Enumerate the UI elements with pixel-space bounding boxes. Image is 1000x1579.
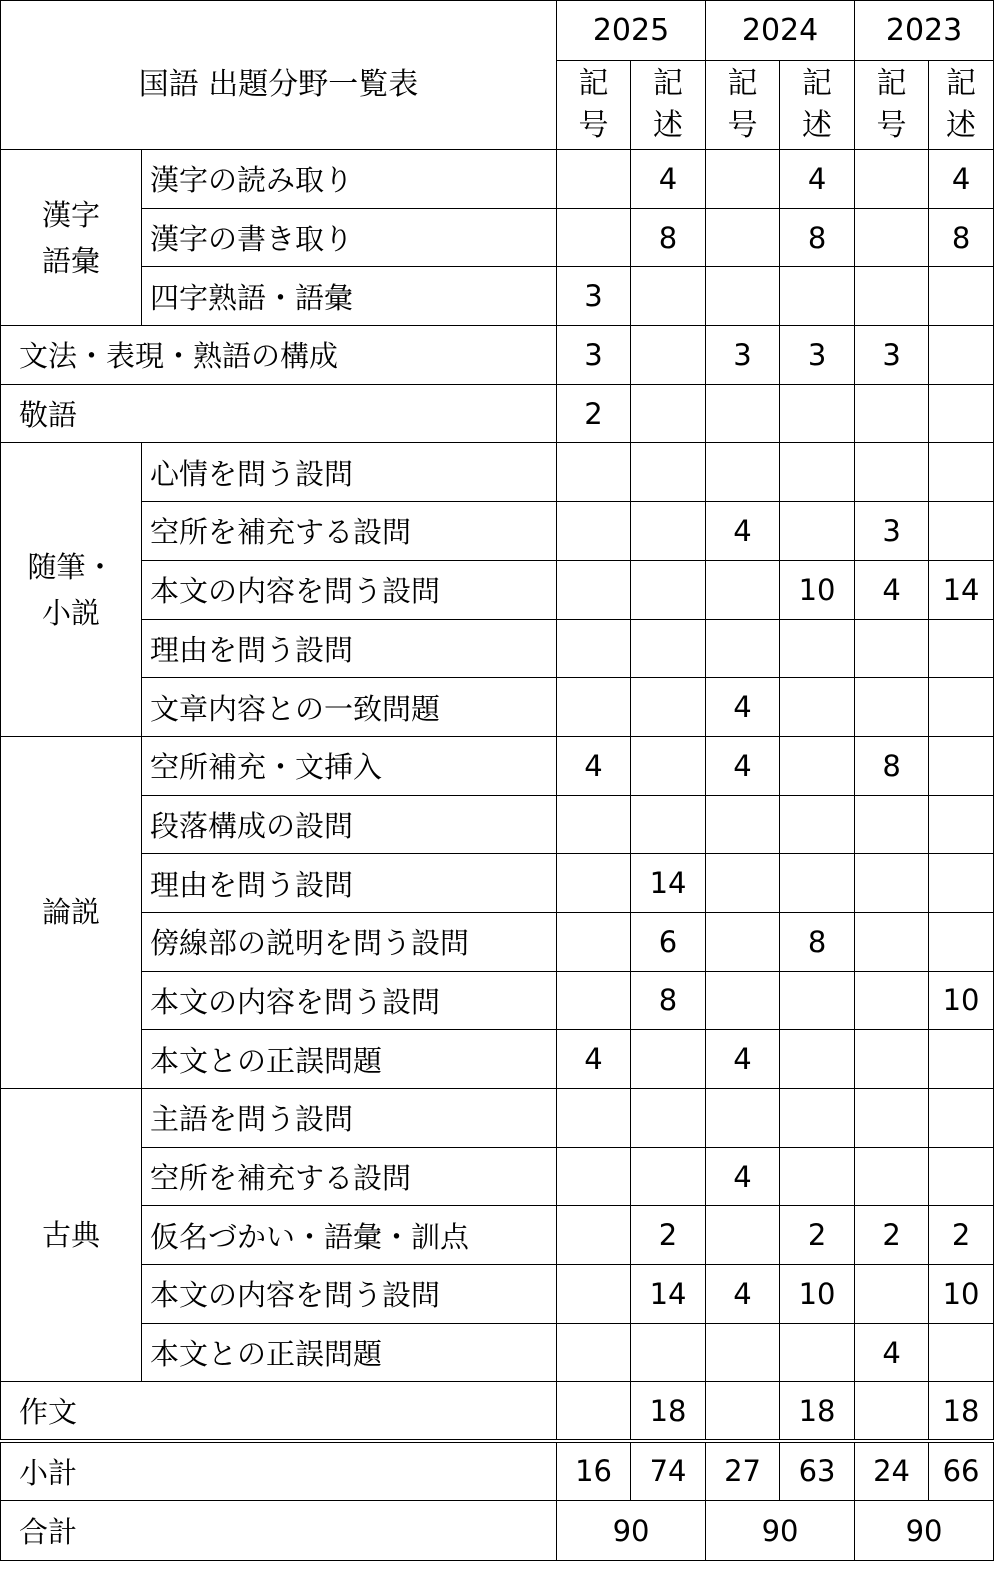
item-label: 空所を補充する設問 <box>142 1147 557 1206</box>
value-cell: 2 <box>557 384 631 443</box>
item-label: 傍線部の説明を問う設問 <box>142 912 557 971</box>
value-cell: 4 <box>855 1323 929 1382</box>
value-cell <box>855 384 929 443</box>
value-cell <box>780 795 855 854</box>
value-cell <box>929 1147 994 1206</box>
value-cell <box>780 502 855 561</box>
value-cell <box>929 502 994 561</box>
value-cell <box>557 208 631 267</box>
value-cell <box>929 736 994 795</box>
value-cell <box>706 1206 780 1265</box>
value-cell <box>557 502 631 561</box>
value-cell <box>780 1030 855 1089</box>
table-row <box>1 326 994 385</box>
value-cell: 3 <box>557 326 631 385</box>
value-cell <box>855 208 929 267</box>
sub-header-kigo: 記 号 <box>855 61 929 150</box>
category-ronsetsu: 論説 <box>1 736 142 1088</box>
table-row <box>1 912 994 971</box>
value-cell <box>631 678 706 737</box>
value-cell <box>706 1323 780 1382</box>
item-label: 空所を補充する設問 <box>142 502 557 561</box>
value-cell: 3 <box>706 326 780 385</box>
value-cell: 10 <box>929 1265 994 1324</box>
value-cell: 3 <box>557 267 631 326</box>
value-cell <box>929 619 994 678</box>
value-cell <box>929 854 994 913</box>
subtotal-cell: 66 <box>929 1441 994 1501</box>
value-cell <box>706 150 780 209</box>
value-cell: 4 <box>855 560 929 619</box>
item-label: 心情を問う設問 <box>142 443 557 502</box>
value-cell <box>557 560 631 619</box>
value-cell <box>855 678 929 737</box>
value-cell: 8 <box>631 208 706 267</box>
year-header-2024: 2024 <box>706 1 855 61</box>
table-row <box>1 736 994 795</box>
value-cell <box>631 795 706 854</box>
subtotal-cell: 24 <box>855 1441 929 1501</box>
value-cell <box>780 1147 855 1206</box>
table-row <box>1 1265 994 1324</box>
total-cell: 90 <box>706 1501 855 1561</box>
value-cell: 4 <box>706 502 780 561</box>
value-cell <box>557 1382 631 1441</box>
value-cell <box>706 971 780 1030</box>
table-row <box>1 1206 994 1265</box>
value-cell <box>780 854 855 913</box>
value-cell <box>557 443 631 502</box>
value-cell <box>780 971 855 1030</box>
value-cell <box>631 384 706 443</box>
value-cell <box>557 1323 631 1382</box>
value-cell: 18 <box>780 1382 855 1441</box>
value-cell <box>706 384 780 443</box>
sub-header-kijutsu: 記 述 <box>631 61 706 150</box>
sub-header-kijutsu: 記 述 <box>929 61 994 150</box>
value-cell <box>706 619 780 678</box>
item-label: 空所補充・文挿入 <box>142 736 557 795</box>
category-koten: 古典 <box>1 1089 142 1382</box>
value-cell <box>855 795 929 854</box>
value-cell: 18 <box>929 1382 994 1441</box>
value-cell <box>706 267 780 326</box>
value-cell: 4 <box>780 150 855 209</box>
value-cell <box>631 443 706 502</box>
value-cell: 8 <box>929 208 994 267</box>
value-cell <box>631 326 706 385</box>
value-cell <box>780 619 855 678</box>
value-cell <box>557 1089 631 1148</box>
table-row <box>1 267 994 326</box>
value-cell <box>631 1147 706 1206</box>
value-cell: 6 <box>631 912 706 971</box>
value-cell <box>855 150 929 209</box>
table-row <box>1 678 994 737</box>
value-cell: 8 <box>855 736 929 795</box>
value-cell <box>557 971 631 1030</box>
table-row <box>1 384 994 443</box>
value-cell <box>706 795 780 854</box>
value-cell <box>855 854 929 913</box>
table-row <box>1 619 994 678</box>
value-cell: 4 <box>706 678 780 737</box>
value-cell: 4 <box>706 736 780 795</box>
value-cell <box>929 1089 994 1148</box>
value-cell: 4 <box>706 1030 780 1089</box>
value-cell <box>855 1030 929 1089</box>
value-cell <box>631 267 706 326</box>
value-cell <box>929 443 994 502</box>
category-kanji: 漢字 語彙 <box>1 150 142 326</box>
value-cell <box>780 443 855 502</box>
value-cell <box>780 736 855 795</box>
value-cell: 14 <box>929 560 994 619</box>
item-label: 理由を問う設問 <box>142 854 557 913</box>
value-cell: 8 <box>780 208 855 267</box>
value-cell <box>631 736 706 795</box>
value-cell <box>631 560 706 619</box>
value-cell <box>929 267 994 326</box>
value-cell <box>929 678 994 737</box>
subtotal-cell: 16 <box>557 1441 631 1501</box>
table-row <box>1 560 994 619</box>
value-cell <box>929 326 994 385</box>
item-label: 漢字の読み取り <box>142 150 557 209</box>
subtotal-cell: 27 <box>706 1441 780 1501</box>
value-cell: 10 <box>780 1265 855 1324</box>
sub-header-kijutsu: 記 述 <box>780 61 855 150</box>
value-cell <box>780 384 855 443</box>
year-header-2025: 2025 <box>557 1 706 61</box>
value-cell <box>706 1382 780 1441</box>
item-label: 主語を問う設問 <box>142 1089 557 1148</box>
value-cell <box>855 1265 929 1324</box>
value-cell: 2 <box>631 1206 706 1265</box>
value-cell <box>631 1323 706 1382</box>
total-label: 合計 <box>1 1501 557 1561</box>
table-row <box>1 971 994 1030</box>
item-label: 本文との正誤問題 <box>142 1030 557 1089</box>
value-cell: 4 <box>631 150 706 209</box>
table-row <box>1 1030 994 1089</box>
value-cell: 4 <box>557 1030 631 1089</box>
value-cell <box>706 443 780 502</box>
value-cell <box>557 795 631 854</box>
value-cell: 10 <box>929 971 994 1030</box>
item-label: 段落構成の設問 <box>142 795 557 854</box>
value-cell <box>855 971 929 1030</box>
category-bunpo: 文法・表現・熟語の構成 <box>1 326 557 385</box>
value-cell <box>706 1089 780 1148</box>
value-cell <box>855 1089 929 1148</box>
value-cell: 18 <box>631 1382 706 1441</box>
value-cell <box>929 912 994 971</box>
value-cell: 2 <box>780 1206 855 1265</box>
value-cell <box>855 1147 929 1206</box>
item-label: 仮名づかい・語彙・訓点 <box>142 1206 557 1265</box>
table-row <box>1 1382 994 1441</box>
table-row <box>1 443 994 502</box>
value-cell <box>557 854 631 913</box>
value-cell <box>706 912 780 971</box>
table-title: 国語 出題分野一覧表 <box>1 1 557 150</box>
value-cell <box>780 267 855 326</box>
item-label: 本文との正誤問題 <box>142 1323 557 1382</box>
item-label: 本文の内容を問う設問 <box>142 560 557 619</box>
item-label: 本文の内容を問う設問 <box>142 971 557 1030</box>
value-cell <box>631 1030 706 1089</box>
table-row <box>1 1089 994 1148</box>
total-cell: 90 <box>855 1501 994 1561</box>
value-cell: 3 <box>855 502 929 561</box>
value-cell <box>780 1323 855 1382</box>
sub-header-kigo: 記 号 <box>706 61 780 150</box>
table-row <box>1 1147 994 1206</box>
value-cell <box>557 678 631 737</box>
value-cell <box>855 267 929 326</box>
value-cell <box>780 678 855 737</box>
value-cell <box>929 1030 994 1089</box>
total-cell: 90 <box>557 1501 706 1561</box>
value-cell <box>780 1089 855 1148</box>
value-cell: 14 <box>631 854 706 913</box>
category-sakubun: 作文 <box>1 1382 557 1441</box>
value-cell: 4 <box>706 1147 780 1206</box>
item-label: 本文の内容を問う設問 <box>142 1265 557 1324</box>
value-cell <box>557 912 631 971</box>
value-cell <box>557 1147 631 1206</box>
value-cell <box>855 443 929 502</box>
year-header-2023: 2023 <box>855 1 994 61</box>
subtotal-cell: 63 <box>780 1441 855 1501</box>
value-cell <box>631 619 706 678</box>
subtotal-cell: 74 <box>631 1441 706 1501</box>
category-zuihitsu: 随筆・ 小説 <box>1 443 142 736</box>
value-cell <box>855 1382 929 1441</box>
value-cell: 2 <box>929 1206 994 1265</box>
value-cell: 8 <box>780 912 855 971</box>
value-cell: 14 <box>631 1265 706 1324</box>
value-cell: 3 <box>855 326 929 385</box>
value-cell <box>557 1265 631 1324</box>
value-cell <box>557 619 631 678</box>
value-cell: 3 <box>780 326 855 385</box>
value-cell <box>929 795 994 854</box>
table-row <box>1 854 994 913</box>
item-label: 理由を問う設問 <box>142 619 557 678</box>
item-label: 文章内容との一致問題 <box>142 678 557 737</box>
value-cell <box>855 619 929 678</box>
value-cell <box>706 208 780 267</box>
value-cell: 10 <box>780 560 855 619</box>
item-label: 漢字の書き取り <box>142 208 557 267</box>
subtotal-label: 小計 <box>1 1441 557 1501</box>
value-cell <box>557 150 631 209</box>
value-cell <box>706 560 780 619</box>
value-cell: 4 <box>706 1265 780 1324</box>
category-keigo: 敬語 <box>1 384 557 443</box>
value-cell: 2 <box>855 1206 929 1265</box>
value-cell <box>631 1089 706 1148</box>
table-row <box>1 208 994 267</box>
value-cell: 4 <box>929 150 994 209</box>
value-cell <box>929 384 994 443</box>
value-cell <box>631 502 706 561</box>
table-row <box>1 502 994 561</box>
table-row <box>1 795 994 854</box>
value-cell <box>929 1323 994 1382</box>
value-cell <box>557 1206 631 1265</box>
value-cell <box>855 912 929 971</box>
value-cell: 8 <box>631 971 706 1030</box>
value-cell: 4 <box>557 736 631 795</box>
sub-header-kigo: 記 号 <box>557 61 631 150</box>
value-cell <box>706 854 780 913</box>
item-label: 四字熟語・語彙 <box>142 267 557 326</box>
table-row <box>1 150 994 209</box>
table-row <box>1 1323 994 1382</box>
